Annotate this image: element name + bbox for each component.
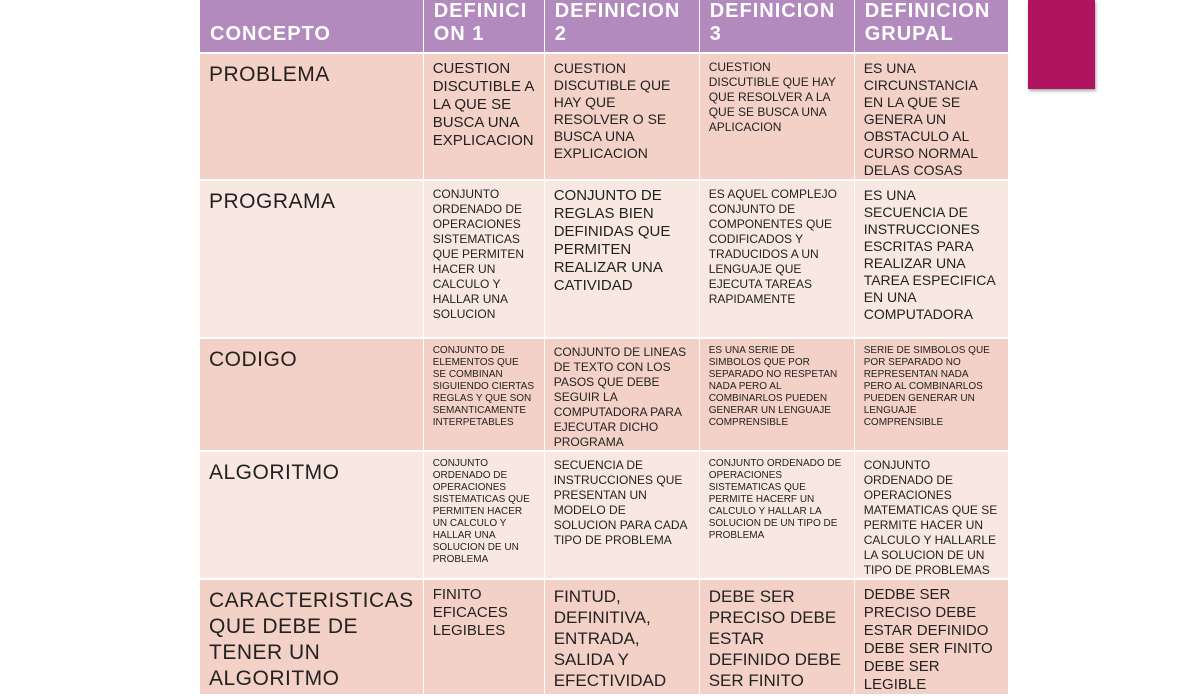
table-row [200,54,1009,181]
definition-1-cell: CUESTION DISCUTIBLE A LA QUE SE BUSCA UNA EXPLICACION [424,54,545,181]
table-row [200,580,1009,696]
header-definition-2: DEFINICION 2 [545,0,700,54]
definition-2-cell: SECUENCIA DE INSTRUCCIONES QUE PRESENTAN UN MODELO DE SOLUCION PARA CADA TIPO DE PROBLEMA [545,452,700,580]
concept-cell: PROGRAMA [200,181,424,339]
table-row [200,339,1009,452]
header-definition-3: DEFINICION 3 [700,0,855,54]
definition-3-cell: ES UNA SERIE DE SIMBOLOS QUE POR SEPARADO NO RESPETAN NADA PERO AL COMBINARLOS PUEDEN GENERAR UN LENGUAJE COMPRENSIBLE [700,339,855,452]
definition-3-cell: CUESTION DISCUTIBLE QUE HAY QUE RESOLVER A LA QUE SE BUSCA UNA APLICACION [700,54,855,181]
accent-block [1028,0,1095,89]
concept-cell: CODIGO [200,339,424,452]
definition-1-cell: CONJUNTO DE ELEMENTOS QUE SE COMBINAN SIGUIENDO CIERTAS REGLAS Y QUE SON SEMANTICAMENTE INTERPETABLES [424,339,545,452]
definition-grupal-cell: SERIE DE SIMBOLOS QUE POR SEPARADO NO REPRESENTAN NADA PERO AL COMBINARLOS PUEDEN GENERAR UN LENGUAJE COMPRENSIBLE [855,339,1009,452]
definition-2-cell: CUESTION DISCUTIBLE QUE HAY QUE RESOLVER O SE BUSCA UNA EXPLICACION [545,54,700,181]
concept-cell: ALGORITMO [200,452,424,580]
concept-table [200,0,1009,696]
header-definition-1: DEFINICI ON 1 [424,0,545,54]
definition-1-cell: CONJUNTO ORDENADO DE OPERACIONES SISTEMATICAS QUE PERMITEN HACER UN CALCULO Y HALLAR UNA SOLUCION DE UN PROBLEMA [424,452,545,580]
definition-grupal-cell: ES UNA CIRCUNSTANCIA EN LA QUE SE GENERA UN OBSTACULO AL CURSO NORMAL DELAS COSAS [855,54,1009,181]
definition-2-cell: CONJUNTO DE REGLAS BIEN DEFINIDAS QUE PERMITEN REALIZAR UNA CATIVIDAD [545,181,700,339]
definition-grupal-cell: CONJUNTO ORDENADO DE OPERACIONES MATEMATICAS QUE SE PERMITE HACER UN CALCULO Y HALLARLE LA SOLUCION DE UN TIPO DE PROBLEMAS [855,452,1009,580]
definition-3-cell: CONJUNTO ORDENADO DE OPERACIONES SISTEMATICAS QUE PERMITE HACERF UN CALCULO Y HALLAR LA SOLUCION DE UN TIPO DE PROBLEMA [700,452,855,580]
definition-grupal-cell: DEDBE SER PRECISO DEBE ESTAR DEFINIDO DEBE SER FINITO DEBE SER LEGIBLE [855,580,1009,696]
header-definition-grupal: DEFINICION GRUPAL [855,0,1009,54]
definition-3-cell: ES AQUEL COMPLEJO CONJUNTO DE COMPONENTES QUE CODIFICADOS Y TRADUCIDOS A UN LENGUAJE QUE EJECUTA TAREAS RAPIDAMENTE [700,181,855,339]
definition-1-cell: FINITO EFICACES LEGIBLES [424,580,545,696]
definition-2-cell: CONJUNTO DE LINEAS DE TEXTO CON LOS PASOS QUE DEBE SEGUIR LA COMPUTADORA PARA EJECUTAR DICHO PROGRAMA [545,339,700,452]
definition-1-cell: CONJUNTO ORDENADO DE OPERACIONES SISTEMATICAS QUE PERMITEN HACER UN CALCULO Y HALLAR UNA SOLUCION [424,181,545,339]
concept-cell: CARACTERISTICAS QUE DEBE DE TENER UN ALGORITMO [200,580,424,696]
table-row [200,181,1009,339]
definition-3-cell: DEBE SER PRECISO DEBE ESTAR DEFINIDO DEBE SER FINITO [700,580,855,696]
definition-2-cell: FINTUD, DEFINITIVA, ENTRADA, SALIDA Y EFECTIVIDAD [545,580,700,696]
concept-cell: PROBLEMA [200,54,424,181]
header-row [200,0,1009,54]
definition-grupal-cell: ES UNA SECUENCIA DE INSTRUCCIONES ESCRITAS PARA REALIZAR UNA TAREA ESPECIFICA EN UNA COMPUTADORA [855,181,1009,339]
header-concept: CONCEPTO [200,0,424,54]
table-row [200,452,1009,580]
